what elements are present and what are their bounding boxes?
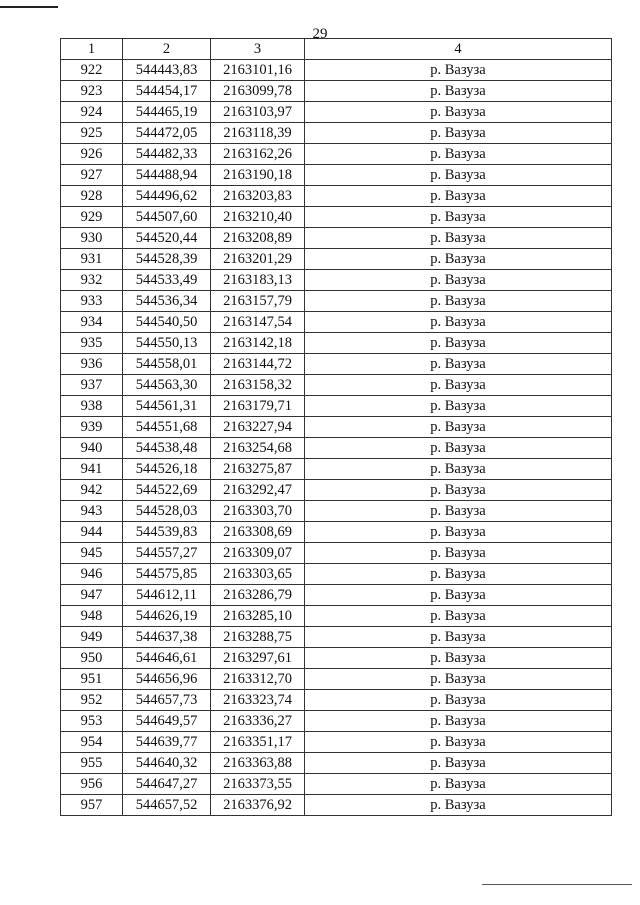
table-row — [61, 375, 612, 396]
point-number-cell: 947 — [61, 585, 123, 606]
table-body — [61, 60, 612, 816]
x-coordinate-cell: 544465,19 — [123, 102, 211, 123]
y-coordinate-cell: 2163144,72 — [211, 354, 305, 375]
point-number-cell: 922 — [61, 60, 123, 81]
x-coordinate-cell: 544647,27 — [123, 774, 211, 795]
point-number-cell: 925 — [61, 123, 123, 144]
description-cell: р. Вазуза — [305, 228, 612, 249]
description-cell: р. Вазуза — [305, 123, 612, 144]
bottom-right-rule — [482, 884, 632, 885]
table-row — [61, 501, 612, 522]
point-number-cell: 927 — [61, 165, 123, 186]
point-number-cell: 935 — [61, 333, 123, 354]
table-row — [61, 543, 612, 564]
point-number-cell: 942 — [61, 480, 123, 501]
table-row — [61, 333, 612, 354]
description-cell: р. Вазуза — [305, 375, 612, 396]
x-coordinate-cell: 544656,96 — [123, 669, 211, 690]
table-row — [61, 123, 612, 144]
y-coordinate-cell: 2163376,92 — [211, 795, 305, 816]
coordinates-table — [60, 38, 612, 816]
point-number-cell: 943 — [61, 501, 123, 522]
x-coordinate-cell: 544540,50 — [123, 312, 211, 333]
description-cell: р. Вазуза — [305, 669, 612, 690]
table-row — [61, 354, 612, 375]
description-cell: р. Вазуза — [305, 354, 612, 375]
y-coordinate-cell: 2163292,47 — [211, 480, 305, 501]
column-header-4: 4 — [305, 39, 612, 60]
y-coordinate-cell: 2163336,27 — [211, 711, 305, 732]
table-row — [61, 711, 612, 732]
y-coordinate-cell: 2163286,79 — [211, 585, 305, 606]
x-coordinate-cell: 544561,31 — [123, 396, 211, 417]
y-coordinate-cell: 2163363,88 — [211, 753, 305, 774]
y-coordinate-cell: 2163157,79 — [211, 291, 305, 312]
point-number-cell: 948 — [61, 606, 123, 627]
y-coordinate-cell: 2163285,10 — [211, 606, 305, 627]
point-number-cell: 938 — [61, 396, 123, 417]
x-coordinate-cell: 544507,60 — [123, 207, 211, 228]
x-coordinate-cell: 544482,33 — [123, 144, 211, 165]
point-number-cell: 937 — [61, 375, 123, 396]
y-coordinate-cell: 2163323,74 — [211, 690, 305, 711]
table-row — [61, 228, 612, 249]
x-coordinate-cell: 544528,03 — [123, 501, 211, 522]
point-number-cell: 936 — [61, 354, 123, 375]
y-coordinate-cell: 2163179,71 — [211, 396, 305, 417]
point-number-cell: 949 — [61, 627, 123, 648]
description-cell: р. Вазуза — [305, 438, 612, 459]
description-cell: р. Вазуза — [305, 459, 612, 480]
point-number-cell: 924 — [61, 102, 123, 123]
x-coordinate-cell: 544639,77 — [123, 732, 211, 753]
y-coordinate-cell: 2163203,83 — [211, 186, 305, 207]
x-coordinate-cell: 544575,85 — [123, 564, 211, 585]
x-coordinate-cell: 544657,52 — [123, 795, 211, 816]
y-coordinate-cell: 2163308,69 — [211, 522, 305, 543]
description-cell: р. Вазуза — [305, 60, 612, 81]
point-number-cell: 956 — [61, 774, 123, 795]
table-row — [61, 417, 612, 438]
table-row — [61, 795, 612, 816]
x-coordinate-cell: 544646,61 — [123, 648, 211, 669]
y-coordinate-cell: 2163142,18 — [211, 333, 305, 354]
description-cell: р. Вазуза — [305, 753, 612, 774]
y-coordinate-cell: 2163288,75 — [211, 627, 305, 648]
table-row — [61, 732, 612, 753]
y-coordinate-cell: 2163312,70 — [211, 669, 305, 690]
x-coordinate-cell: 544533,49 — [123, 270, 211, 291]
point-number-cell: 930 — [61, 228, 123, 249]
table-header-row — [61, 39, 612, 60]
description-cell: р. Вазуза — [305, 333, 612, 354]
x-coordinate-cell: 544637,38 — [123, 627, 211, 648]
table-row — [61, 690, 612, 711]
description-cell: р. Вазуза — [305, 102, 612, 123]
point-number-cell: 945 — [61, 543, 123, 564]
table-row — [61, 585, 612, 606]
x-coordinate-cell: 544649,57 — [123, 711, 211, 732]
point-number-cell: 955 — [61, 753, 123, 774]
y-coordinate-cell: 2163208,89 — [211, 228, 305, 249]
description-cell: р. Вазуза — [305, 690, 612, 711]
x-coordinate-cell: 544538,48 — [123, 438, 211, 459]
table-row — [61, 144, 612, 165]
x-coordinate-cell: 544640,32 — [123, 753, 211, 774]
y-coordinate-cell: 2163275,87 — [211, 459, 305, 480]
table-row — [61, 165, 612, 186]
y-coordinate-cell: 2163158,32 — [211, 375, 305, 396]
point-number-cell: 940 — [61, 438, 123, 459]
description-cell: р. Вазуза — [305, 711, 612, 732]
table-row — [61, 459, 612, 480]
y-coordinate-cell: 2163190,18 — [211, 165, 305, 186]
table-row — [61, 396, 612, 417]
y-coordinate-cell: 2163162,26 — [211, 144, 305, 165]
point-number-cell: 932 — [61, 270, 123, 291]
point-number-cell: 923 — [61, 81, 123, 102]
y-coordinate-cell: 2163303,70 — [211, 501, 305, 522]
description-cell: р. Вазуза — [305, 270, 612, 291]
x-coordinate-cell: 544550,13 — [123, 333, 211, 354]
table-row — [61, 774, 612, 795]
point-number-cell: 953 — [61, 711, 123, 732]
table-row — [61, 438, 612, 459]
x-coordinate-cell: 544443,83 — [123, 60, 211, 81]
y-coordinate-cell: 2163254,68 — [211, 438, 305, 459]
table-row — [61, 753, 612, 774]
x-coordinate-cell: 544612,11 — [123, 585, 211, 606]
table-row — [61, 564, 612, 585]
table-row — [61, 249, 612, 270]
point-number-cell: 941 — [61, 459, 123, 480]
table-row — [61, 186, 612, 207]
y-coordinate-cell: 2163227,94 — [211, 417, 305, 438]
table-row — [61, 522, 612, 543]
x-coordinate-cell: 544526,18 — [123, 459, 211, 480]
x-coordinate-cell: 544536,34 — [123, 291, 211, 312]
column-header-2: 2 — [123, 39, 211, 60]
x-coordinate-cell: 544520,44 — [123, 228, 211, 249]
y-coordinate-cell: 2163103,97 — [211, 102, 305, 123]
x-coordinate-cell: 544472,05 — [123, 123, 211, 144]
y-coordinate-cell: 2163351,17 — [211, 732, 305, 753]
description-cell: р. Вазуза — [305, 165, 612, 186]
x-coordinate-cell: 544539,83 — [123, 522, 211, 543]
point-number-cell: 946 — [61, 564, 123, 585]
point-number-cell: 950 — [61, 648, 123, 669]
y-coordinate-cell: 2163210,40 — [211, 207, 305, 228]
description-cell: р. Вазуза — [305, 732, 612, 753]
point-number-cell: 939 — [61, 417, 123, 438]
y-coordinate-cell: 2163309,07 — [211, 543, 305, 564]
y-coordinate-cell: 2163099,78 — [211, 81, 305, 102]
x-coordinate-cell: 544657,73 — [123, 690, 211, 711]
page-number: 29 — [312, 26, 328, 42]
x-coordinate-cell: 544528,39 — [123, 249, 211, 270]
table-row — [61, 102, 612, 123]
description-cell: р. Вазуза — [305, 144, 612, 165]
description-cell: р. Вазуза — [305, 795, 612, 816]
description-cell: р. Вазуза — [305, 207, 612, 228]
y-coordinate-cell: 2163147,54 — [211, 312, 305, 333]
point-number-cell: 933 — [61, 291, 123, 312]
y-coordinate-cell: 2163183,13 — [211, 270, 305, 291]
description-cell: р. Вазуза — [305, 312, 612, 333]
point-number-cell: 928 — [61, 186, 123, 207]
table-row — [61, 669, 612, 690]
description-cell: р. Вазуза — [305, 648, 612, 669]
description-cell: р. Вазуза — [305, 774, 612, 795]
description-cell: р. Вазуза — [305, 480, 612, 501]
point-number-cell: 951 — [61, 669, 123, 690]
description-cell: р. Вазуза — [305, 81, 612, 102]
x-coordinate-cell: 544488,94 — [123, 165, 211, 186]
description-cell: р. Вазуза — [305, 585, 612, 606]
table-row — [61, 81, 612, 102]
column-header-3: 3 — [211, 39, 305, 60]
table-row — [61, 648, 612, 669]
point-number-cell: 957 — [61, 795, 123, 816]
x-coordinate-cell: 544454,17 — [123, 81, 211, 102]
description-cell: р. Вазуза — [305, 564, 612, 585]
description-cell: р. Вазуза — [305, 627, 612, 648]
y-coordinate-cell: 2163373,55 — [211, 774, 305, 795]
description-cell: р. Вазуза — [305, 249, 612, 270]
point-number-cell: 929 — [61, 207, 123, 228]
x-coordinate-cell: 544551,68 — [123, 417, 211, 438]
point-number-cell: 952 — [61, 690, 123, 711]
point-number-cell: 944 — [61, 522, 123, 543]
x-coordinate-cell: 544558,01 — [123, 354, 211, 375]
description-cell: р. Вазуза — [305, 501, 612, 522]
description-cell: р. Вазуза — [305, 606, 612, 627]
table-row — [61, 606, 612, 627]
description-cell: р. Вазуза — [305, 186, 612, 207]
description-cell: р. Вазуза — [305, 291, 612, 312]
description-cell: р. Вазуза — [305, 417, 612, 438]
table-row — [61, 312, 612, 333]
table-row — [61, 207, 612, 228]
table-row — [61, 627, 612, 648]
description-cell: р. Вазуза — [305, 543, 612, 564]
y-coordinate-cell: 2163118,39 — [211, 123, 305, 144]
y-coordinate-cell: 2163101,16 — [211, 60, 305, 81]
column-header-1: 1 — [61, 39, 123, 60]
y-coordinate-cell: 2163303,65 — [211, 564, 305, 585]
y-coordinate-cell: 2163201,29 — [211, 249, 305, 270]
x-coordinate-cell: 544496,62 — [123, 186, 211, 207]
point-number-cell: 934 — [61, 312, 123, 333]
x-coordinate-cell: 544563,30 — [123, 375, 211, 396]
point-number-cell: 926 — [61, 144, 123, 165]
table-row — [61, 270, 612, 291]
description-cell: р. Вазуза — [305, 522, 612, 543]
point-number-cell: 954 — [61, 732, 123, 753]
top-left-rule — [0, 6, 58, 8]
y-coordinate-cell: 2163297,61 — [211, 648, 305, 669]
x-coordinate-cell: 544557,27 — [123, 543, 211, 564]
point-number-cell: 931 — [61, 249, 123, 270]
x-coordinate-cell: 544522,69 — [123, 480, 211, 501]
table-row — [61, 480, 612, 501]
table-row — [61, 291, 612, 312]
x-coordinate-cell: 544626,19 — [123, 606, 211, 627]
description-cell: р. Вазуза — [305, 396, 612, 417]
table-row — [61, 60, 612, 81]
